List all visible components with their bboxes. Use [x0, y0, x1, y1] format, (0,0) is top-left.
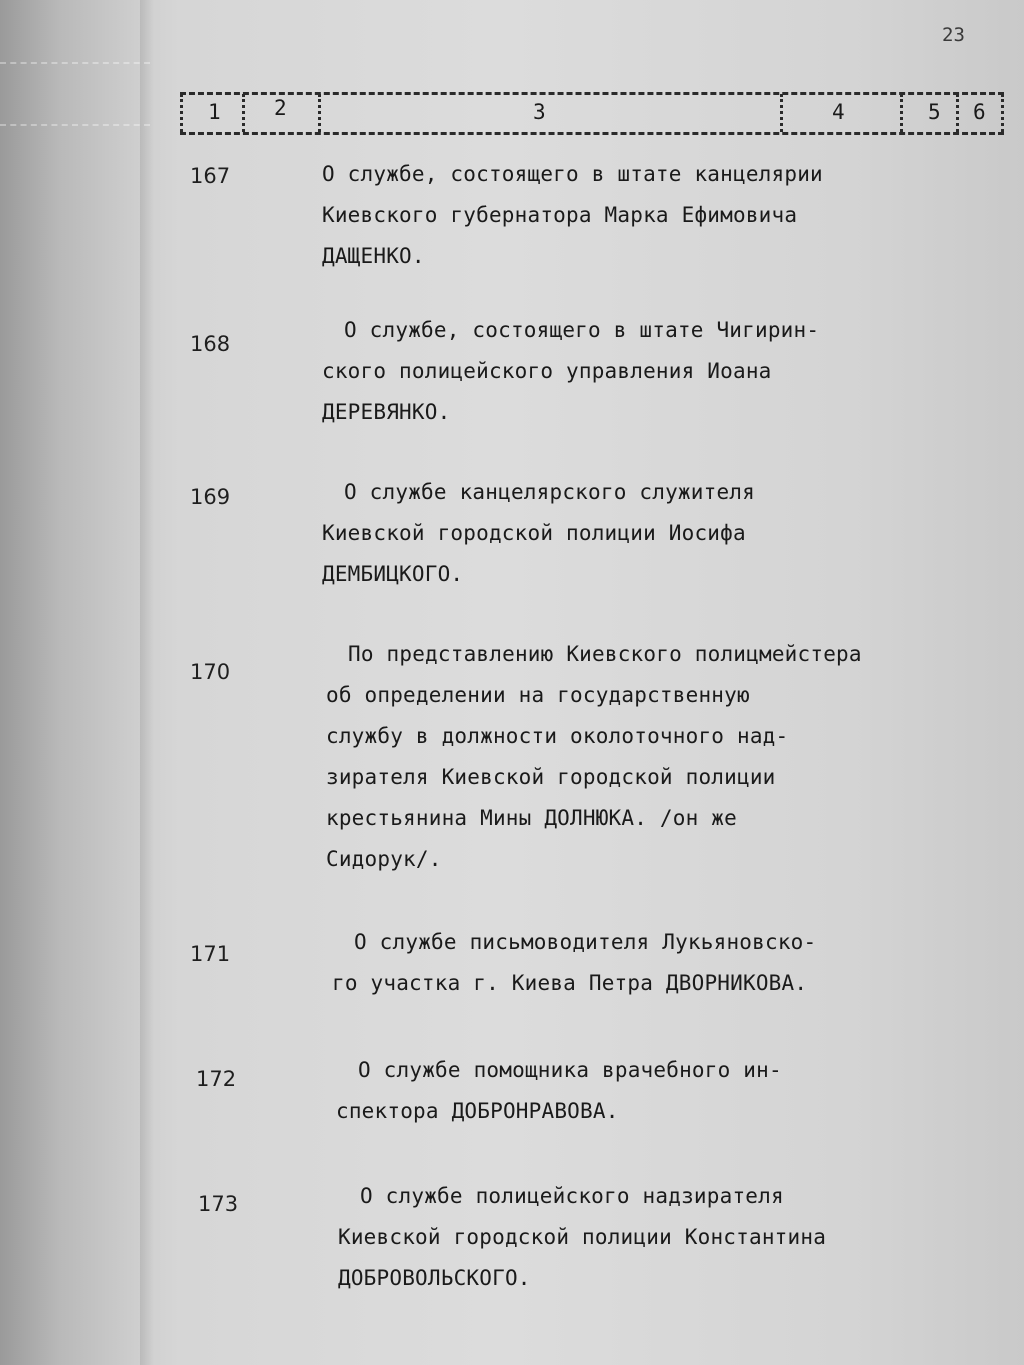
entry-number-169: 169	[190, 485, 231, 509]
entry-description-173	[338, 1176, 826, 1299]
header-separator	[900, 94, 903, 132]
header-separator	[1001, 94, 1004, 132]
header-col-1: 1	[208, 100, 221, 124]
entry-line: О службе полицейского надзирателя	[360, 1184, 784, 1208]
entry-line: ДЕМБИЦКОГО.	[322, 562, 464, 586]
entry-number-167: 167	[190, 164, 231, 188]
entry-line: зирателя Киевской городской полиции	[326, 765, 776, 789]
entry-number-170: 170	[190, 660, 231, 684]
entry-description-168	[322, 310, 819, 433]
entry-line: О службе канцелярского служителя	[344, 480, 755, 504]
header-col-4: 4	[832, 100, 845, 124]
header-top-rule	[180, 92, 1004, 95]
header-col-5: 5	[928, 100, 941, 124]
binding-stitch	[0, 62, 150, 126]
entry-number-171: 171	[190, 942, 231, 966]
entry-line: го участка г. Киева Петра ДВОРНИКОВА.	[332, 971, 808, 995]
column-header-table	[180, 92, 1004, 134]
entry-line: По представлению Киевского полицмейстера	[348, 642, 862, 666]
entry-description-171	[332, 922, 816, 1004]
entry-line: О службе письмоводителя Лукьяновско-	[354, 930, 817, 954]
entry-description-172	[336, 1050, 782, 1132]
entry-number-173: 173	[198, 1192, 239, 1216]
entry-line: О службе помощника врачебного ин-	[358, 1058, 782, 1082]
header-separator	[242, 94, 245, 132]
entry-line: спектора ДОБРОНРАВОВА.	[336, 1099, 619, 1123]
page-number: 23	[942, 24, 965, 46]
header-separator	[180, 94, 183, 132]
entry-line: об определении на государственную	[326, 683, 750, 707]
header-col-6: 6	[973, 100, 986, 124]
entry-line: Киевской городской полиции Константина	[338, 1225, 827, 1249]
header-separator	[956, 94, 959, 132]
binding-shadow	[140, 0, 154, 1365]
header-col-3: 3	[533, 100, 546, 124]
header-bottom-rule	[180, 132, 1004, 135]
entry-line: Сидорук/.	[326, 847, 442, 871]
entry-line: ДАЩЕНКО.	[322, 244, 425, 268]
header-separator	[318, 94, 321, 132]
entry-line: крестьянина Мины ДОЛНЮКА. /он же	[326, 806, 737, 830]
entry-line: ДЕРЕВЯНКО.	[322, 400, 451, 424]
entry-line: О службе, состоящего в штате канцелярии	[322, 162, 823, 186]
entry-line: службу в должности околоточного над-	[326, 724, 789, 748]
entry-line: О службе, состоящего в штате Чигирин-	[344, 318, 820, 342]
entry-line: ского полицейского управления Иоана	[322, 359, 772, 383]
entry-line: Киевской городской полиции Иосифа	[322, 521, 746, 545]
header-col-2: 2	[274, 96, 287, 120]
entry-description-167	[322, 154, 823, 277]
entry-description-170	[326, 634, 862, 880]
header-separator	[780, 94, 783, 132]
entry-number-168: 168	[190, 332, 231, 356]
entry-line: ДОБРОВОЛЬСКОГО.	[338, 1266, 531, 1290]
entry-description-169	[322, 472, 755, 595]
entry-line: Киевского губернатора Марка Ефимовича	[322, 203, 798, 227]
entry-number-172: 172	[196, 1067, 237, 1091]
